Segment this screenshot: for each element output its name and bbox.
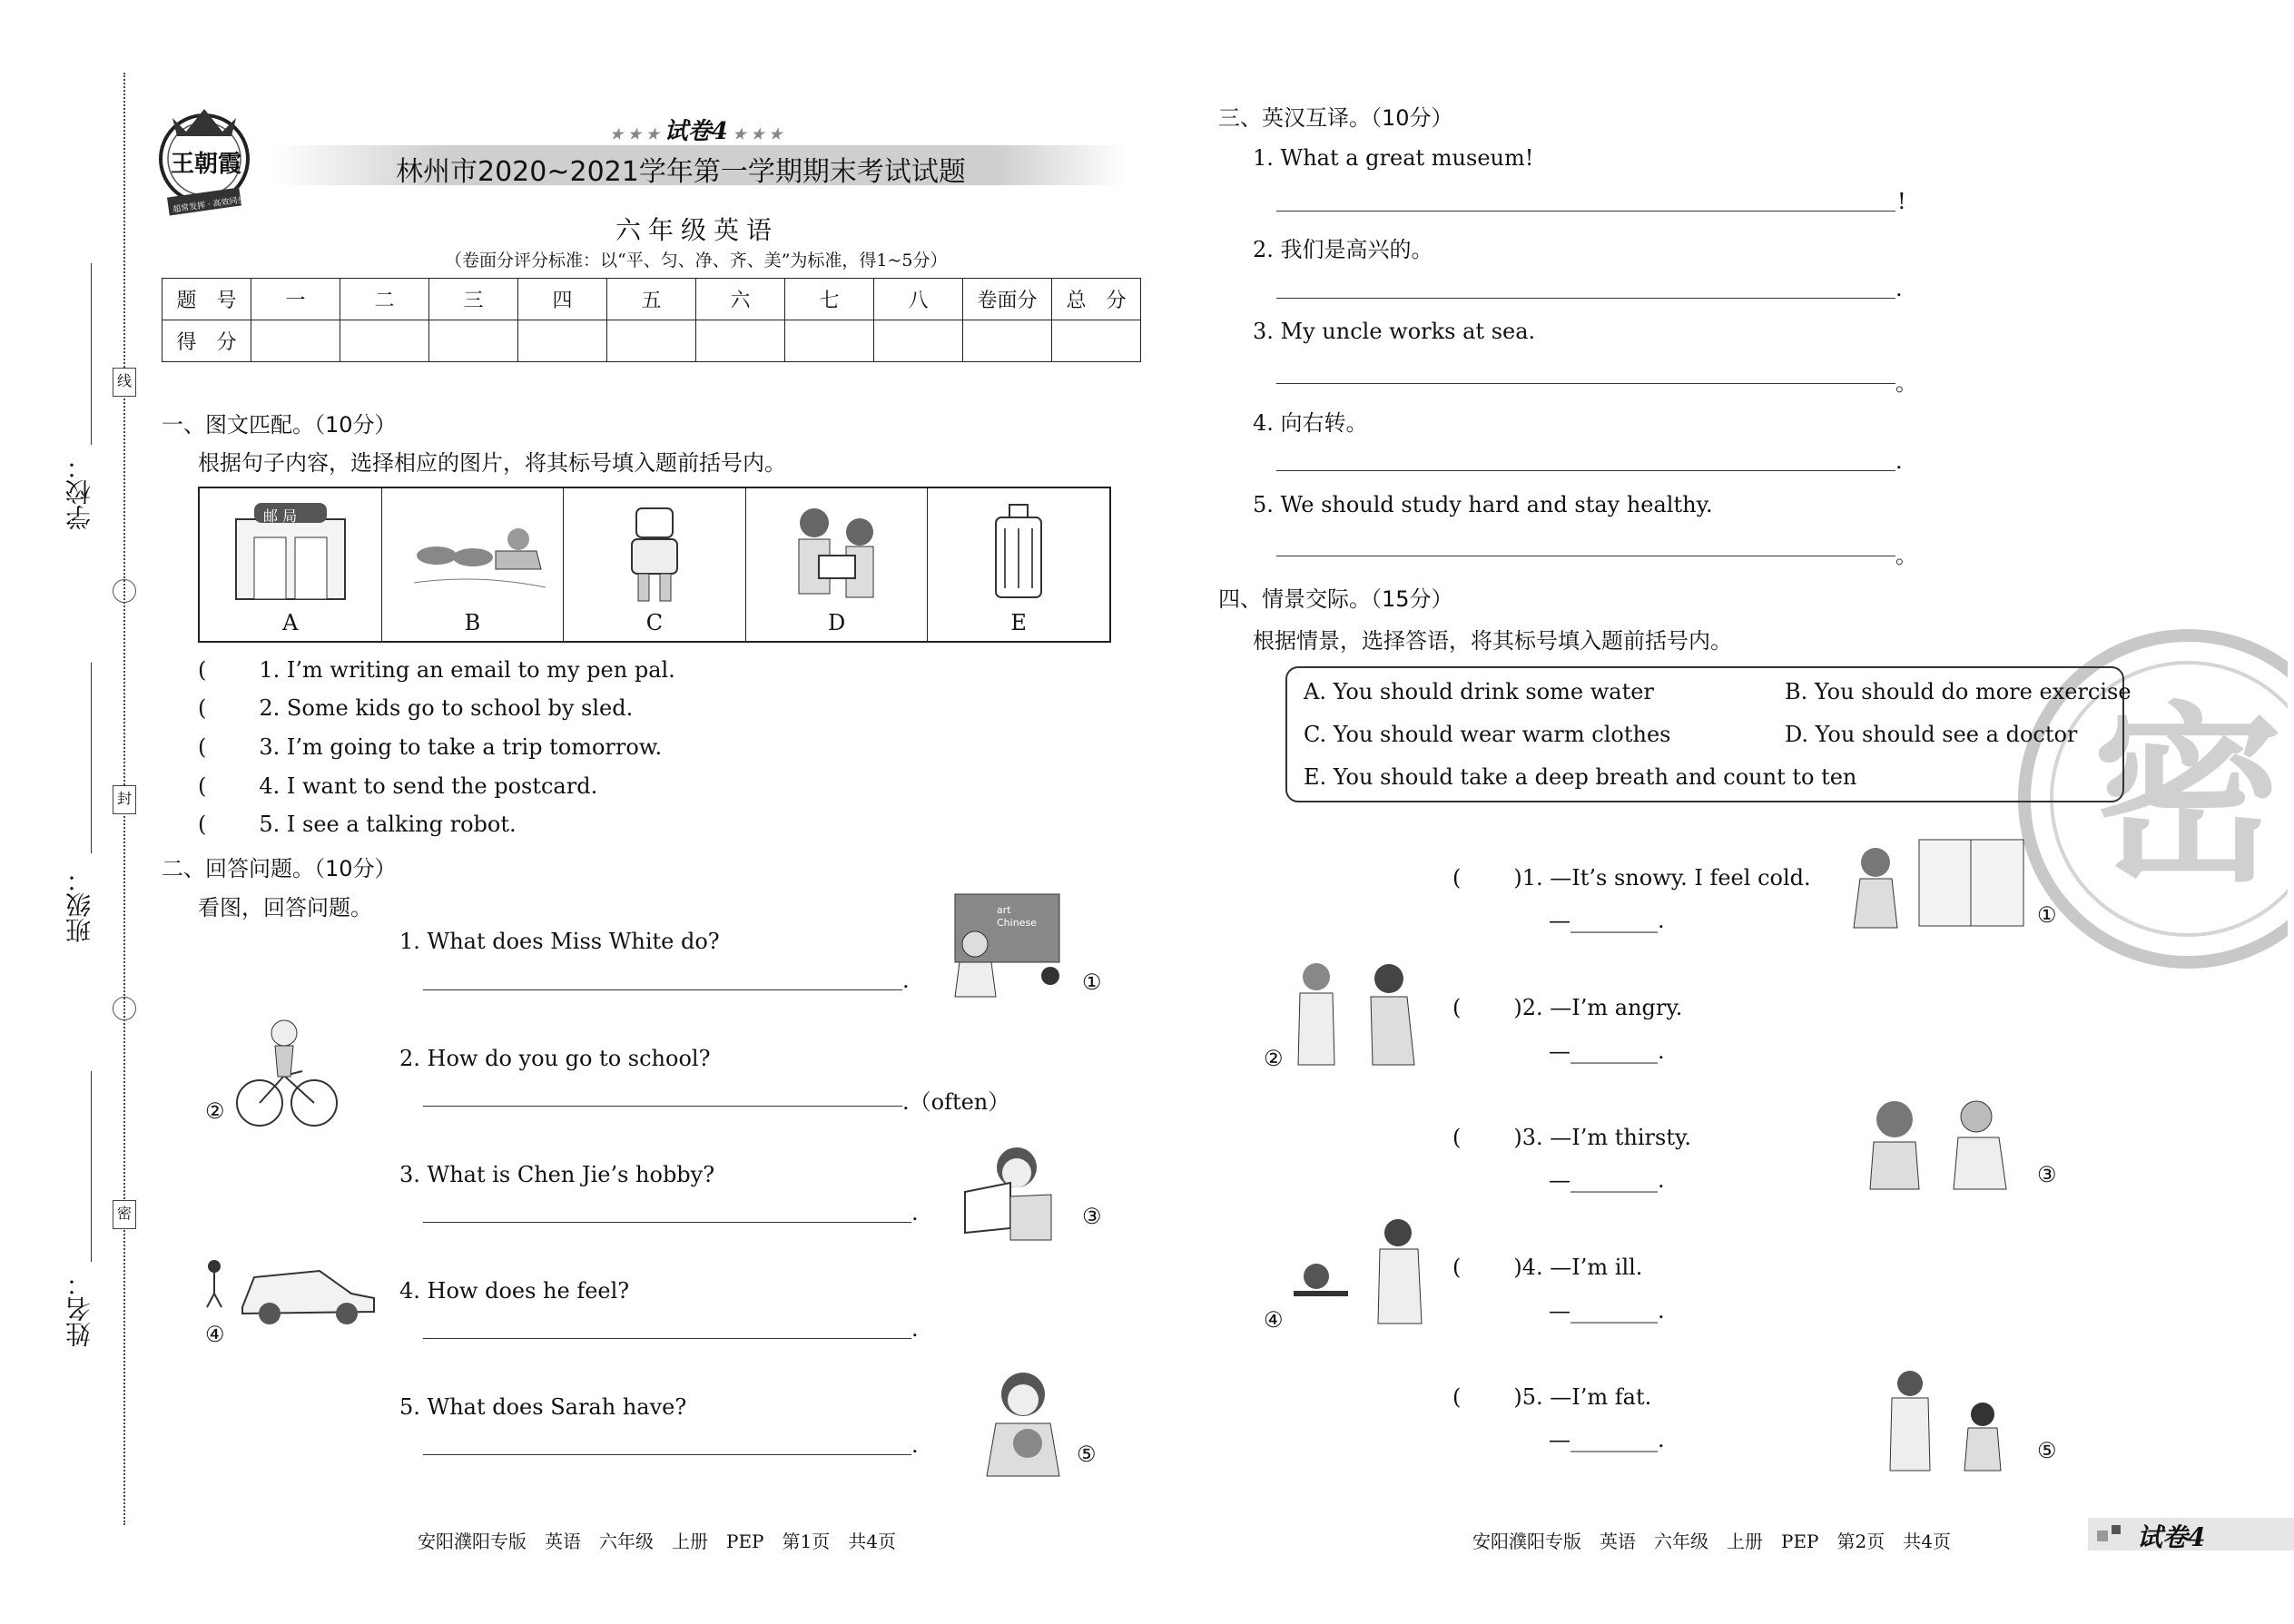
thirsty-kids-image: [1863, 1097, 2022, 1192]
s4-item: ( )1. —It’s snowy. I feel cold.: [1452, 865, 1811, 891]
brand-name: 王朝霞: [171, 151, 242, 178]
subject-title: 六年级英语: [615, 215, 780, 245]
score-table: [162, 278, 1141, 362]
picture-c: [564, 488, 746, 641]
class-label: 班级：: [64, 867, 94, 943]
picture-d: [746, 488, 929, 641]
answer-line[interactable]: [1276, 298, 1895, 299]
seal-char-seal: 封: [113, 785, 136, 814]
section1-title: 一、图文匹配。（10分）: [162, 412, 397, 438]
line-tail: 。: [1895, 543, 1917, 568]
pic-number: ②: [1264, 1046, 1284, 1071]
option-b: B. You should do more exercise: [1785, 679, 2132, 704]
s4-item: ( )4. —I’m ill.: [1452, 1255, 1643, 1280]
score-cell[interactable]: [607, 320, 696, 362]
score-header: 三: [429, 279, 518, 320]
s1-item: ( 3. I’m going to take a trip tomorrow.: [198, 734, 663, 760]
line-tail: .: [911, 1432, 919, 1458]
seal-char-line: 线: [113, 368, 136, 397]
score-cell[interactable]: [429, 320, 518, 362]
score-cell[interactable]: [696, 320, 785, 362]
name-label: 姓名：: [64, 1271, 94, 1347]
dog-sled-image: [409, 501, 546, 601]
scissors-icon: [113, 579, 136, 603]
angry-kids-image: [1289, 960, 1434, 1069]
score-header: 总 分: [1052, 279, 1141, 320]
picture-e: [928, 488, 1109, 641]
s3-question: 3. My uncle works at sea.: [1253, 319, 1536, 344]
answer-dash[interactable]: —________.: [1549, 1298, 1665, 1324]
option-a: A. You should drink some water: [1304, 679, 1654, 704]
picture-table: [198, 487, 1111, 643]
picture-label: D: [827, 610, 846, 635]
scoring-note: （卷面分评分标准：以“平、匀、净、齐、美”为标准，得1~5分）: [445, 251, 948, 271]
s3-question: 5. We should study hard and stay healthy.: [1253, 492, 1713, 517]
exam-title: 林州市2020~2021学年第一学期期末考试试题: [396, 156, 966, 188]
s1-item: ( 1. I’m writing an email to my pen pal.: [198, 657, 675, 683]
score-cell[interactable]: [340, 320, 429, 362]
line-tail: .: [1895, 276, 1903, 301]
score-cell[interactable]: [1052, 320, 1141, 362]
score-header: 一: [251, 279, 340, 320]
section3-title: 三、英汉互译。（10分）: [1218, 105, 1453, 131]
s4-item: ( )5. —I’m fat.: [1452, 1384, 1652, 1410]
answer-line[interactable]: [423, 1222, 911, 1223]
picture-a: [200, 488, 382, 641]
paper-tag: ★ ★ ★ 试卷4 ★ ★ ★: [610, 118, 783, 145]
s3-question: 1. What a great museum!: [1253, 145, 1534, 171]
answer-dash[interactable]: —________.: [1549, 1167, 1665, 1193]
s2-question: 3. What is Chen Jie’s hobby?: [399, 1162, 715, 1187]
decor-square: [2112, 1525, 2121, 1534]
answer-dash[interactable]: —________.: [1549, 908, 1665, 933]
pic-number: ③: [1082, 1204, 1102, 1229]
s3-question: 2. 我们是高兴的。: [1253, 237, 1433, 262]
car-boy-image: [202, 1257, 379, 1330]
suitcase-image: [955, 501, 1082, 610]
girl-reading-image: [960, 1142, 1065, 1242]
footer-tag: 试卷4: [2137, 1522, 2206, 1552]
score-cell[interactable]: [785, 320, 874, 362]
line-tail: .: [911, 1316, 919, 1342]
option-d: D. You should see a doctor: [1785, 722, 2078, 747]
section4-title: 四、情景交际。（15分）: [1218, 586, 1453, 612]
s1-item: ( 5. I see a talking robot.: [198, 812, 517, 837]
pic-number: ⑤: [1077, 1442, 1097, 1467]
pic-number: ④: [1264, 1307, 1284, 1333]
pic-number: ①: [2037, 902, 2057, 928]
score-cell[interactable]: [963, 320, 1052, 362]
section2-title: 二、回答问题。（10分）: [162, 856, 397, 881]
score-cell[interactable]: [518, 320, 607, 362]
s4-item: ( )3. —I’m thirsty.: [1452, 1125, 1691, 1150]
brand-slogan: 超常发挥 · 高效同步: [172, 195, 247, 215]
answer-line[interactable]: [1276, 383, 1895, 384]
picture-b: [382, 488, 565, 641]
picture-label: C: [645, 610, 664, 635]
school-field[interactable]: [91, 263, 92, 445]
name-field[interactable]: [91, 1071, 92, 1262]
robot-image: [591, 501, 718, 610]
s2-question: 2. How do you go to school?: [399, 1046, 711, 1071]
score-header: 六: [696, 279, 785, 320]
score-header: 题 号: [162, 279, 251, 320]
class-field[interactable]: [91, 663, 92, 853]
answer-line[interactable]: [423, 1454, 911, 1455]
scissors-icon: [113, 997, 136, 1020]
score-header: 八: [874, 279, 963, 320]
score-row-label: 得 分: [162, 320, 251, 362]
answer-line[interactable]: [423, 1338, 911, 1339]
line-tail: .: [911, 1200, 919, 1225]
decor-square: [2097, 1530, 2108, 1541]
line-tail: .: [902, 968, 910, 993]
pic-number: ③: [2037, 1162, 2057, 1187]
kids-computer-image: [773, 501, 901, 610]
s2-question: 1. What does Miss White do?: [399, 929, 720, 954]
seal-char-secret: 密: [113, 1200, 136, 1229]
line-tail: !: [1897, 189, 1906, 214]
picture-label: A: [282, 610, 299, 635]
answer-line[interactable]: [423, 1106, 902, 1107]
score-header: 五: [607, 279, 696, 320]
s1-item: ( 2. Some kids go to school by sled.: [198, 695, 634, 721]
s1-item: ( 4. I want to send the postcard.: [198, 773, 598, 799]
score-header: 四: [518, 279, 607, 320]
picture-label: E: [1010, 610, 1027, 635]
picture-label: B: [464, 610, 481, 635]
pic-number: ④: [205, 1322, 225, 1347]
option-e: E. You should take a deep breath and count to ten: [1304, 764, 1857, 790]
score-cell[interactable]: [251, 320, 340, 362]
answer-line[interactable]: [1276, 470, 1895, 471]
post-office-sign: 邮 局: [263, 507, 298, 525]
line-tail: .（often）: [902, 1089, 1010, 1115]
pic-number: ⑤: [2037, 1438, 2057, 1463]
answer-line[interactable]: [423, 989, 902, 990]
s2-question: 5. What does Sarah have?: [399, 1394, 687, 1420]
s4-item: ( )2. —I’m angry.: [1452, 995, 1683, 1020]
score-header: 二: [340, 279, 429, 320]
s3-question: 4. 向右转。: [1253, 410, 1368, 436]
score-header: 卷面分: [963, 279, 1052, 320]
sick-boy-image: [1289, 1216, 1434, 1325]
pic-number: ①: [1082, 969, 1102, 995]
girl-bear-image: [982, 1369, 1068, 1478]
answer-dash[interactable]: —________.: [1549, 1038, 1665, 1064]
option-c: C. You should wear warm clothes: [1304, 722, 1671, 747]
answer-line[interactable]: [1276, 211, 1895, 212]
answer-dash[interactable]: —________.: [1549, 1427, 1665, 1452]
score-cell[interactable]: [874, 320, 963, 362]
footer-left: 安阳濮阳专版 英语 六年级 上册 PEP 第1页 共4页: [418, 1530, 896, 1552]
score-header: 七: [785, 279, 874, 320]
watermark-text: 密: [2092, 685, 2284, 908]
line-tail: 。: [1895, 370, 1917, 396]
snow-window-image: [1846, 835, 2028, 930]
s2-question: 4. How does he feel?: [399, 1278, 630, 1304]
section1-instruction: 根据句子内容，选择相应的图片，将其标号填入题前括号内。: [198, 450, 786, 476]
pic-number: ②: [205, 1098, 225, 1124]
school-label: 学校：: [64, 454, 94, 530]
board-text: art Chinese: [997, 904, 1037, 929]
line-tail: .: [1895, 448, 1903, 474]
brand-logo: [154, 100, 254, 218]
bike-image: [234, 1017, 339, 1130]
footer-right: 安阳濮阳专版 英语 六年级 上册 PEP 第2页 共4页: [1472, 1530, 1951, 1552]
section4-instruction: 根据情景，选择答语，将其标号填入题前括号内。: [1253, 628, 1732, 654]
father-son-image: [1874, 1369, 2019, 1473]
section2-instruction: 看图，回答问题。: [198, 895, 372, 920]
